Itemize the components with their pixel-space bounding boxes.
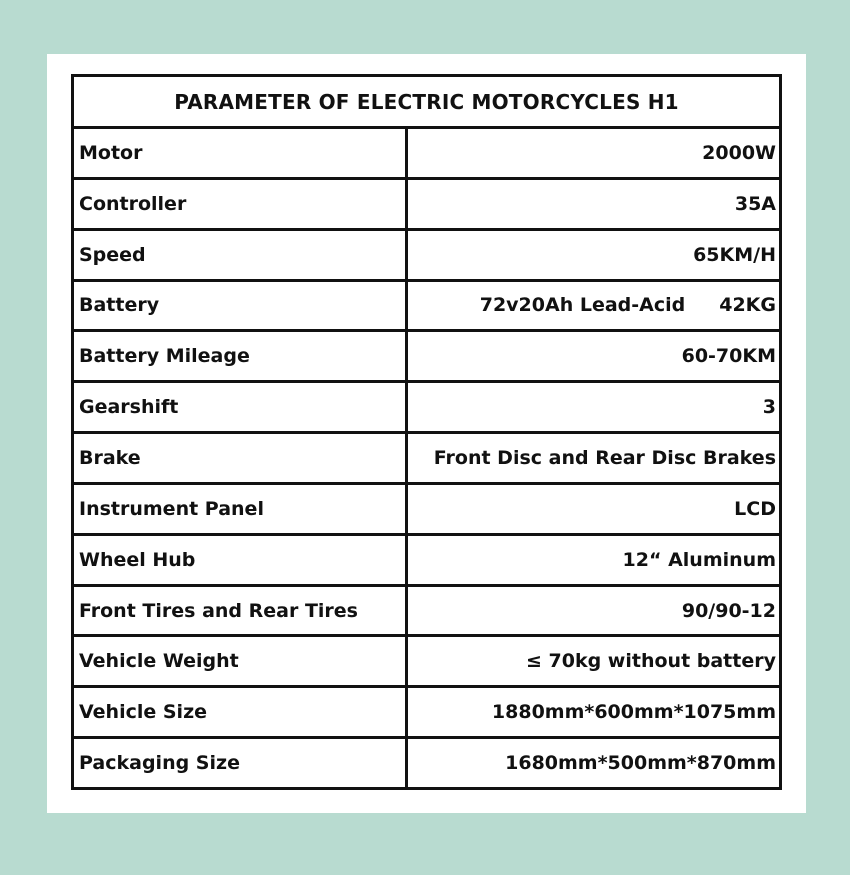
row-label: Wheel Hub: [74, 536, 408, 584]
table-row-battery-mileage: [74, 332, 779, 383]
row-value-text: 12“ Aluminum: [622, 548, 776, 571]
row-value: [408, 129, 779, 177]
row-label: Motor: [74, 129, 408, 177]
table-row-brake: [74, 434, 779, 485]
table-row-battery: [74, 282, 779, 333]
table-row-wheel-hub: [74, 536, 779, 587]
table-row-motor: [74, 129, 779, 180]
row-value-text: 3: [762, 396, 776, 419]
row-value-text: 2000W: [702, 141, 776, 164]
row-label: Vehicle Size: [74, 688, 408, 736]
row-label: Gearshift: [74, 383, 408, 431]
spec-table: [71, 74, 782, 790]
row-value: [408, 587, 779, 635]
row-label: Packaging Size: [74, 739, 408, 787]
row-label: Vehicle Weight: [74, 637, 408, 685]
table-row-gearshift: [74, 383, 779, 434]
row-value: [408, 688, 779, 736]
row-value: [408, 282, 779, 330]
row-value: [408, 739, 779, 787]
row-value: [408, 383, 779, 431]
row-value: [408, 485, 779, 533]
row-label: Battery Mileage: [74, 332, 408, 380]
row-value-extra: 42KG: [719, 294, 776, 317]
row-value: [408, 180, 779, 228]
row-value: [408, 434, 779, 482]
row-label: Speed: [74, 231, 408, 279]
row-label: Battery: [74, 282, 408, 330]
table-row-vehicle-weight: [74, 637, 779, 688]
row-value-text: 1880mm*600mm*1075mm: [491, 701, 776, 724]
row-value-text: 60-70KM: [681, 345, 776, 368]
row-label: Instrument Panel: [74, 485, 408, 533]
row-value-text: 72v20Ah Lead-Acid: [479, 294, 686, 317]
row-label: Front Tires and Rear Tires: [74, 587, 408, 635]
row-value: [408, 332, 779, 380]
row-value-text: Front Disc and Rear Disc Brakes: [433, 446, 776, 469]
row-value-text: ≤ 70kg without battery: [525, 650, 776, 673]
table-title: PARAMETER OF ELECTRIC MOTORCYCLES H1: [74, 77, 779, 129]
row-label: Controller: [74, 180, 408, 228]
row-value-text: LCD: [734, 497, 776, 520]
table-row-packaging-size: [74, 739, 779, 787]
row-value: [408, 536, 779, 584]
row-value: [408, 637, 779, 685]
row-label: Brake: [74, 434, 408, 482]
table-row-tires: [74, 587, 779, 638]
row-value: [408, 231, 779, 279]
row-value-text: 90/90-12: [681, 599, 776, 622]
row-value-text: 35A: [734, 192, 776, 215]
table-row-speed: [74, 231, 779, 282]
row-value-text: 1680mm*500mm*870mm: [505, 752, 776, 775]
row-value-text: 65KM/H: [693, 243, 776, 266]
table-row-controller: [74, 180, 779, 231]
table-row-instrument-panel: [74, 485, 779, 536]
table-row-vehicle-size: [74, 688, 779, 739]
